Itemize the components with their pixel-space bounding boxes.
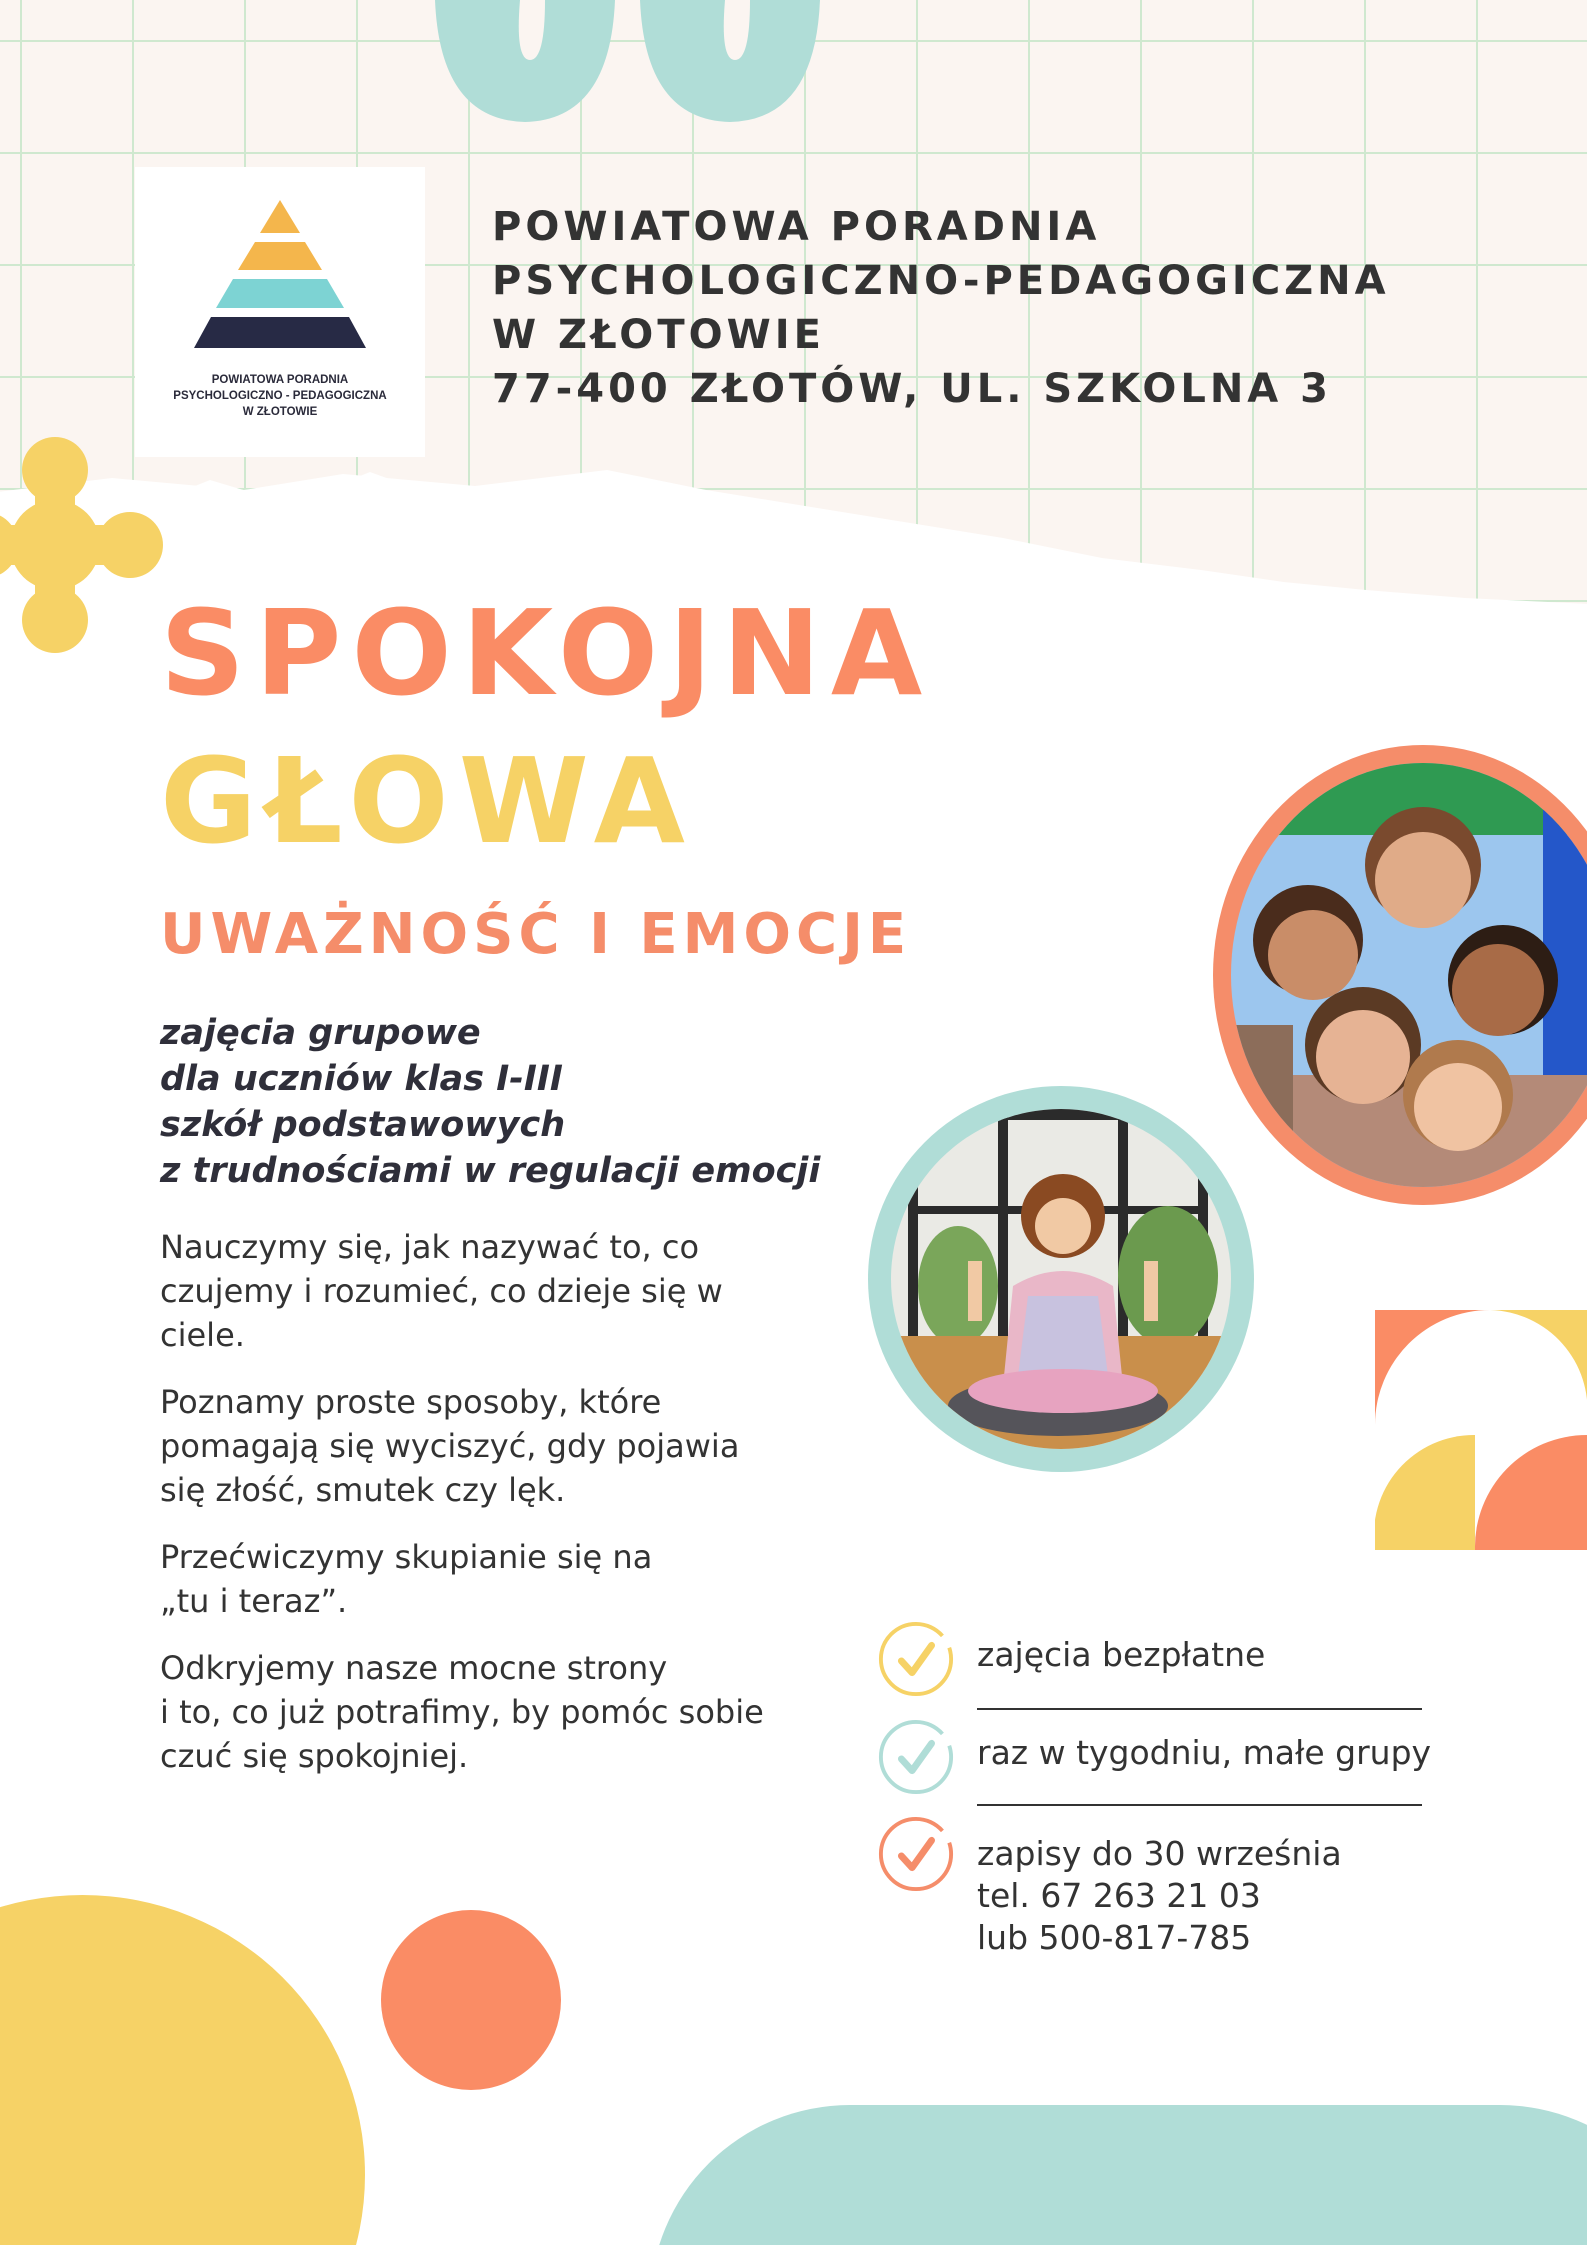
paragraph-line: czujemy i rozumieć, co dzieje się w [160, 1272, 723, 1310]
meditating-girl-photo [868, 1086, 1254, 1472]
yellow-circle-decoration [0, 1895, 365, 2245]
intro-line: zajęcia grupowe [160, 1013, 481, 1053]
paragraph-line: Nauczymy się, jak nazywać to, co [160, 1228, 700, 1266]
paragraph-line: Poznamy proste sposoby, które [160, 1383, 662, 1421]
paragraph-line: „tu i teraz”. [160, 1582, 348, 1620]
coral-circle-decoration [381, 1910, 561, 2090]
logo-caption [135, 372, 425, 420]
paragraph-line: i to, co już potrafimy, by pomóc sobie [160, 1693, 764, 1731]
paragraph-line: Przećwiczymy skupianie się na [160, 1538, 653, 1576]
geometric-quarter-circles-decoration [1375, 1310, 1587, 1550]
checklist-text: zapisy do 30 września [977, 1834, 1342, 1873]
organization-address: 77-400 ZŁOTÓW, UL. SZKOLNA 3 [492, 366, 1333, 412]
paragraph [160, 1225, 860, 1357]
pyramid-logo-icon [190, 200, 370, 350]
logo-caption-line: POWIATOWA PORADNIA [211, 374, 349, 386]
organization-name [492, 200, 1512, 416]
logo-caption-line: W ZŁOTOWIE [242, 406, 318, 418]
paragraph-line: ciele. [160, 1316, 245, 1354]
paragraph [160, 1535, 860, 1623]
title-line-1: SPOKOJNA [160, 584, 933, 722]
yellow-cross-decoration [0, 430, 180, 660]
program-description [160, 1225, 860, 1801]
teal-rounded-decoration [650, 2105, 1587, 2245]
check-icon [877, 1718, 955, 1796]
logo-caption-line: PSYCHOLOGICZNO - PEDAGOGICZNA [173, 390, 387, 402]
organization-name-line: POWIATOWA PORADNIA [492, 204, 1101, 250]
intro-line: z trudnościami w regulacji emocji [160, 1151, 821, 1191]
checklist-divider [977, 1804, 1422, 1806]
organization-name-line: W ZŁOTOWIE [492, 312, 825, 358]
meditating-child-image [868, 1086, 1254, 1472]
paragraph-line: Odkryjemy nasze mocne strony [160, 1649, 668, 1687]
checklist-text: raz w tygodniu, małe grupy [977, 1733, 1432, 1772]
paragraph-line: pomagają się wyciszyć, gdy pojawia [160, 1427, 740, 1465]
paragraph [160, 1380, 860, 1512]
paragraph-line: czuć się spokojniej. [160, 1737, 469, 1775]
organization-logo [135, 167, 425, 457]
paragraph [160, 1646, 860, 1778]
checklist-text: zajęcia bezpłatne [977, 1635, 1266, 1674]
organization-name-line: PSYCHOLOGICZNO-PEDAGOGICZNA [492, 258, 1390, 304]
title-line-2: GŁOWA [160, 732, 695, 870]
teal-arches-decoration [420, 0, 850, 125]
intro-line: dla uczniów klas I-III [160, 1059, 563, 1099]
target-group-description [160, 1010, 880, 1194]
intro-line: szkół podstawowych [160, 1105, 566, 1145]
subtitle: UWAŻNOŚĆ I EMOCJE [160, 902, 912, 967]
paragraph-line: się złość, smutek czy lęk. [160, 1471, 566, 1509]
check-icon [877, 1815, 955, 1893]
checklist-phone-alt: lub 500-817-785 [977, 1918, 1252, 1957]
checklist-divider [977, 1708, 1422, 1710]
check-icon [877, 1620, 955, 1698]
checklist-phone: tel. 67 263 21 03 [977, 1876, 1261, 1915]
